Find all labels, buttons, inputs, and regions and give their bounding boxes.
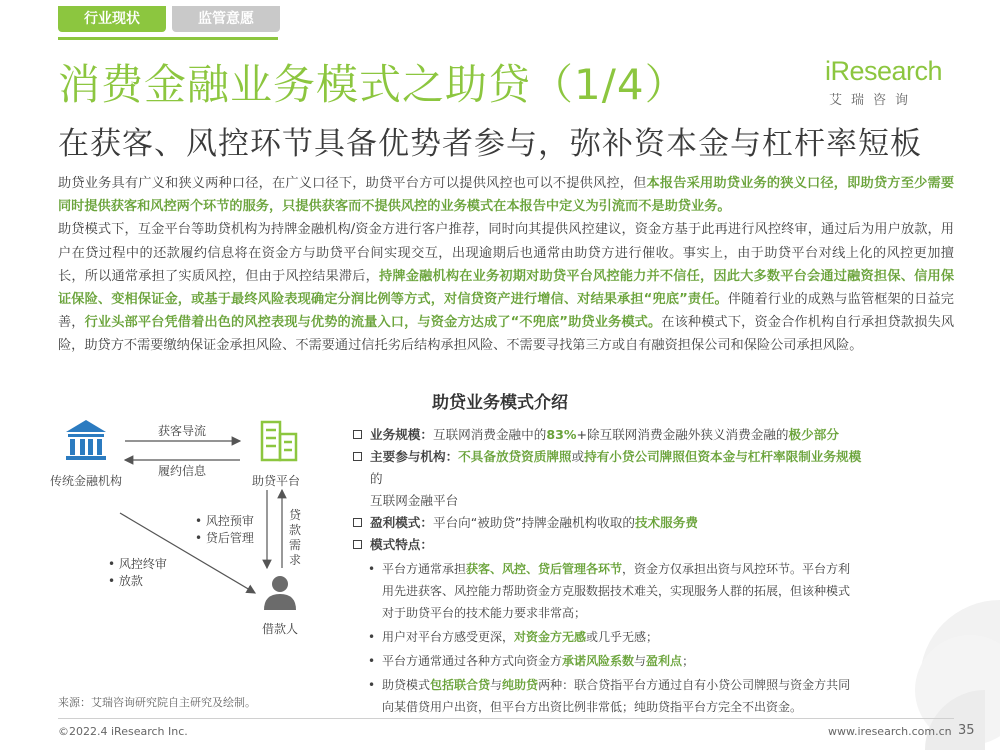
- page-number: 35: [958, 723, 975, 738]
- profit-highlight: 技术服务费: [634, 515, 698, 530]
- logo-word: iResearch: [825, 56, 943, 86]
- feature-3-highlight-1: 承诺风险系数: [562, 654, 635, 668]
- participants-of: 的: [370, 471, 383, 486]
- feature-item-1: [348, 558, 853, 624]
- scale-percent: 83%: [546, 427, 577, 442]
- feature-item-3: [348, 650, 868, 672]
- bullet-icon: •: [368, 562, 376, 576]
- scale-heading: 业务规模：: [370, 427, 433, 442]
- scale-text-a: 互联网消费金融中的: [432, 427, 547, 442]
- label-final-2: • 放款: [108, 574, 143, 588]
- tab-bar: [58, 6, 280, 32]
- bullet-icon: •: [368, 630, 376, 644]
- iresearch-logo: [825, 56, 945, 118]
- tab-regulatory-will[interactable]: 监管意愿: [172, 6, 280, 32]
- checkbox-square-icon: [353, 518, 362, 527]
- business-model-diagram: [30, 408, 340, 648]
- tab-industry-status[interactable]: 行业现状: [58, 6, 166, 32]
- label-final-1: • 风控终审: [108, 557, 167, 571]
- feature-1-text-b: ，资金方仅承担出资与风控环节。平台方利用先进获客、风控能力帮助资金方克服数据技术难关，实现服务人群的拓展，但该种模式对于助贷平台的技术能力要求非常高；: [382, 562, 851, 620]
- profit-text: 平台向“被助贷”持牌金融机构收取的: [432, 515, 635, 530]
- body-highlight-1: 本报告采用助贷业务的狭义口径，即助贷方至少需要同时提供获客和风控两个环节的服务，只提供获客而不提供风控的业务模式在本报告中定义为引流而不是助贷业务。: [58, 176, 955, 215]
- label-review-1: • 风控预审: [195, 514, 254, 528]
- features-heading: 模式特点：: [370, 537, 433, 552]
- checkbox-square-icon: [353, 430, 362, 439]
- feature-3-and: 与: [634, 654, 647, 668]
- participants-or: 或: [571, 449, 585, 464]
- body-highlight-2: 持牌金融机构在业务初期对助贷平台风控能力并不信任，因此大多数平台会通过融资担保、信用保证保险、变相保证金，或基于最终风险表现确定分润比例等方式，对信贷资产进行增信、对结果承担“兜底”责任。: [58, 268, 955, 308]
- profit-heading: 盈利模式：: [370, 515, 433, 530]
- label-acquire: 获客导流: [158, 424, 207, 438]
- participants-highlight-1: 不具备放贷资质牌照: [458, 449, 572, 464]
- feature-1-text-a: 平台方通常承担: [382, 562, 467, 576]
- checkbox-square-icon: [353, 540, 362, 549]
- footer-copyright: ©2022.4 iResearch Inc.: [58, 725, 188, 738]
- feature-4-highlight-2: 纯助贷: [502, 678, 539, 692]
- body-text-2: 助贷模式下，互金平台等助贷机构为持牌金融机构/资金方进行客户推荐，同时向其提供风控建议，资金方基于此再进行风控终审，通过后为用户放款，用户在贷过程中的还款履约信息将在资金方与助贷平台间实现交互，出现逾期后也通常由助贷方进行催收。事实上，由于助贷平台对线上化的风控更加擅长，所以通常承担了实质风控，但由于风控结果滞后，: [58, 222, 954, 284]
- footer-url-link[interactable]: www.iresearch.com.cn: [828, 725, 952, 738]
- source-note: 来源：艾瑞咨询研究院自主研究及绘制。: [58, 696, 256, 709]
- body-text-4: 在该种模式下，资金合作机构自行承担贷款损失风险，助贷方不需要缴纳保证金承担风险、不需要通过信托劣后结构承担风险、不需要寻找第三方或自有融资担保公司和保险公司承担风险。: [58, 315, 955, 354]
- feature-3-text-a: 平台方通常通过各种方式向资金方: [382, 654, 563, 668]
- participants-continuation: [348, 490, 868, 512]
- feature-4-and: 与: [490, 678, 503, 692]
- feature-2-highlight: 对资金方无感: [514, 630, 587, 644]
- page-subtitle: 在获客、风控环节具备优势者参与，弥补资本金与杠杆率短板: [58, 126, 922, 162]
- label-bank: 传统金融机构: [50, 474, 123, 488]
- list-item-scale: [348, 424, 868, 446]
- label-fulfill: 履约信息: [158, 464, 207, 478]
- list-item-participants: [348, 446, 868, 490]
- list-item-features: [348, 534, 868, 556]
- label-review-2: • 贷后管理: [195, 531, 254, 545]
- feature-2-text-a: 用户对平台方感受更深，: [382, 630, 515, 644]
- logo-sub: 艾瑞咨询: [829, 93, 918, 108]
- body-paragraph: [58, 172, 954, 358]
- model-summary-list: [348, 424, 868, 718]
- bank-icon: [66, 420, 106, 460]
- feature-4-text-a: 助贷模式: [382, 678, 431, 692]
- feature-1-highlight: 获客、风控、贷后管理各环节: [466, 562, 623, 576]
- scale-highlight: 极少部分: [788, 427, 839, 442]
- body-highlight-3: 行业头部平台凭借着出色的风控表现与优势的流量入口，与资金方达成了“不兜底”助贷业务模式。: [84, 315, 662, 331]
- platform-icon: [262, 422, 296, 460]
- feature-3-text-b: ；: [682, 654, 695, 668]
- bullet-icon: •: [368, 678, 376, 692]
- page-title: 消费金融业务模式之助贷（1/4）: [58, 60, 688, 109]
- feature-item-2: [348, 626, 868, 648]
- feature-2-text-b: 或几乎无感；: [586, 630, 659, 644]
- section-title: 助贷业务模式介绍: [432, 393, 568, 413]
- participants-text-c: 互联网金融平台: [370, 493, 459, 508]
- list-item-profit: [348, 512, 868, 534]
- feature-4-text-b: 两种：联合贷指平台方通过自有小贷公司牌照与资金方共同向某借贷用户出资，但平台方出资比例非常低；纯助贷指平台方完全不出资金。: [382, 678, 851, 714]
- scale-text-b: +除互联网消费金融外狭义消费金融的: [576, 427, 789, 442]
- borrower-icon: [264, 576, 296, 610]
- body-text-3: 伴随着行业的成熟与监管框架的日益完善，: [58, 292, 954, 331]
- label-demand: 贷款需求: [289, 508, 302, 567]
- participants-heading: 主要参与机构：: [370, 449, 459, 464]
- footer-divider: [58, 718, 954, 719]
- body-text-1: 助贷业务具有广义和狭义两种口径，在广义口径下，助贷平台方可以提供风控也可以不提供风控，但: [58, 176, 647, 191]
- label-borrower: 借款人: [262, 622, 299, 636]
- feature-item-4: [348, 674, 853, 718]
- checkbox-square-icon: [353, 452, 362, 461]
- label-platform: 助贷平台: [252, 474, 301, 488]
- tab-underline: [58, 37, 278, 40]
- participants-highlight-2: 持有小贷公司牌照但资本金与杠杆率限制业务规模: [584, 449, 862, 464]
- feature-4-highlight-1: 包括联合贷: [430, 678, 491, 692]
- bullet-icon: •: [368, 654, 376, 668]
- feature-3-highlight-2: 盈利点: [646, 654, 683, 668]
